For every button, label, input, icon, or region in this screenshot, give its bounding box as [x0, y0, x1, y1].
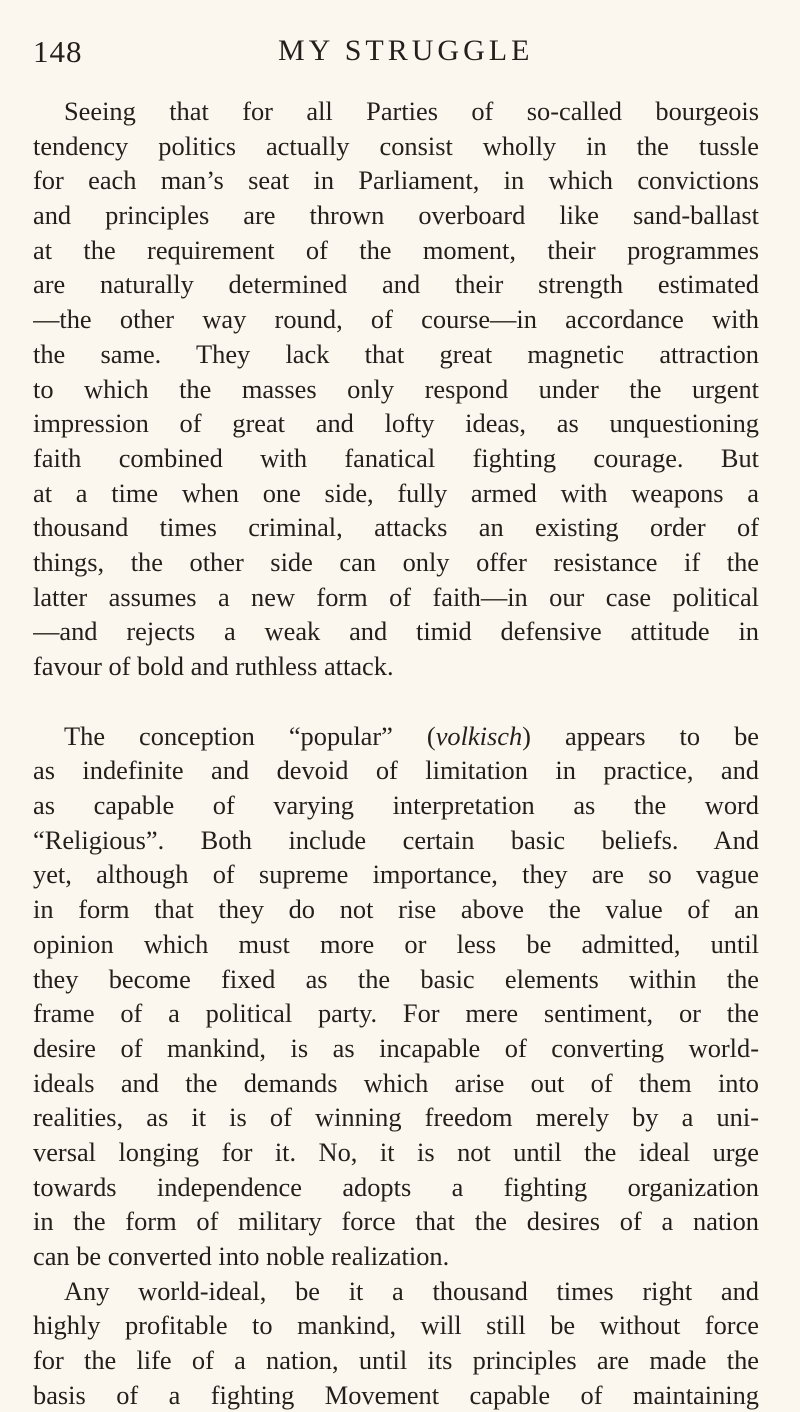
text-line: impression of great and lofty ideas, as unquestioning: [33, 408, 759, 439]
text-line: can be converted into noble realization.: [33, 1241, 450, 1271]
text-line: for the life of a nation, until its principles are made the: [33, 1345, 759, 1376]
text-line: the same. They lack that great magnetic attraction: [33, 338, 759, 369]
text-line: frame of a political party. For mere sentiment, or the: [33, 998, 759, 1029]
text-line: as indefinite and devoid of limitation in practice, and: [33, 755, 759, 786]
text-line: at the requirement of the moment, their programmes: [33, 234, 759, 265]
text-line: thousand times criminal, attacks an existing order of: [33, 512, 759, 543]
text-line: things, the other side can only offer resistance if the: [33, 546, 759, 577]
page-header: [33, 30, 773, 78]
text-line: tendency politics actually consist wholly in the tussle: [33, 130, 759, 161]
text-line: Seeing that for all Parties of so-called bourgeois: [64, 96, 759, 126]
text-line: ideals and the demands which arise out of them into: [33, 1067, 759, 1098]
text-line: —and rejects a weak and timid defensive attitude in: [33, 616, 759, 647]
text-line: realities, as it is of winning freedom merely by a uni-: [33, 1102, 759, 1133]
text-line: they become fixed as the basic elements within the: [33, 963, 759, 994]
text-line: favour of bold and ruthless attack.: [33, 651, 394, 681]
text-line: basis of a fighting Movement capable of maintaining: [33, 1379, 759, 1410]
text-line: “Religious”. Both include certain basic beliefs. And: [33, 824, 759, 855]
text-line: —the other way round, of course—in accordance with: [33, 304, 759, 335]
text-line: opinion which must more or less be admitted, until: [33, 928, 759, 959]
text-line: for each man’s seat in Parliament, in which convictions: [33, 165, 759, 196]
running-title: MY STRUGGLE: [278, 34, 534, 67]
text-line: to which the masses only respond under the urgent: [33, 373, 759, 404]
text-line: desire of mankind, is as incapable of converting world-: [33, 1032, 759, 1063]
paragraph: [33, 1274, 759, 1412]
text-line: and principles are thrown overboard like sand-ballast: [33, 200, 759, 231]
text-line: latter assumes a new form of faith—in our case political: [33, 581, 759, 612]
text-line: as capable of varying interpretation as the word: [33, 790, 759, 821]
text-line: in the form of military force that the desires of a nation: [33, 1206, 759, 1237]
text-line: Any world-ideal, be it a thousand times right and: [64, 1275, 759, 1306]
text-line: yet, although of supreme importance, they are so vague: [33, 859, 759, 890]
text-line: are naturally determined and their strength estimated: [33, 269, 759, 300]
text-line: faith combined with fanatical fighting courage. But: [33, 442, 759, 473]
body-text: [33, 94, 759, 1412]
text-line: highly profitable to mankind, will still be without force: [33, 1310, 759, 1341]
paragraph-gap: [33, 684, 759, 719]
text-line: in form that they do not rise above the value of an: [33, 894, 759, 925]
paragraph: [33, 94, 759, 684]
page-number: 148: [33, 34, 83, 69]
text-line: towards independence adopts a fighting organization: [33, 1171, 759, 1202]
paragraph: [33, 719, 759, 1274]
text-line: The conception “popular” (volkisch) appears to be: [64, 720, 759, 751]
text-line: versal longing for it. No, it is not until the ideal urge: [33, 1136, 759, 1167]
text-line: at a time when one side, fully armed with weapons a: [33, 477, 759, 508]
